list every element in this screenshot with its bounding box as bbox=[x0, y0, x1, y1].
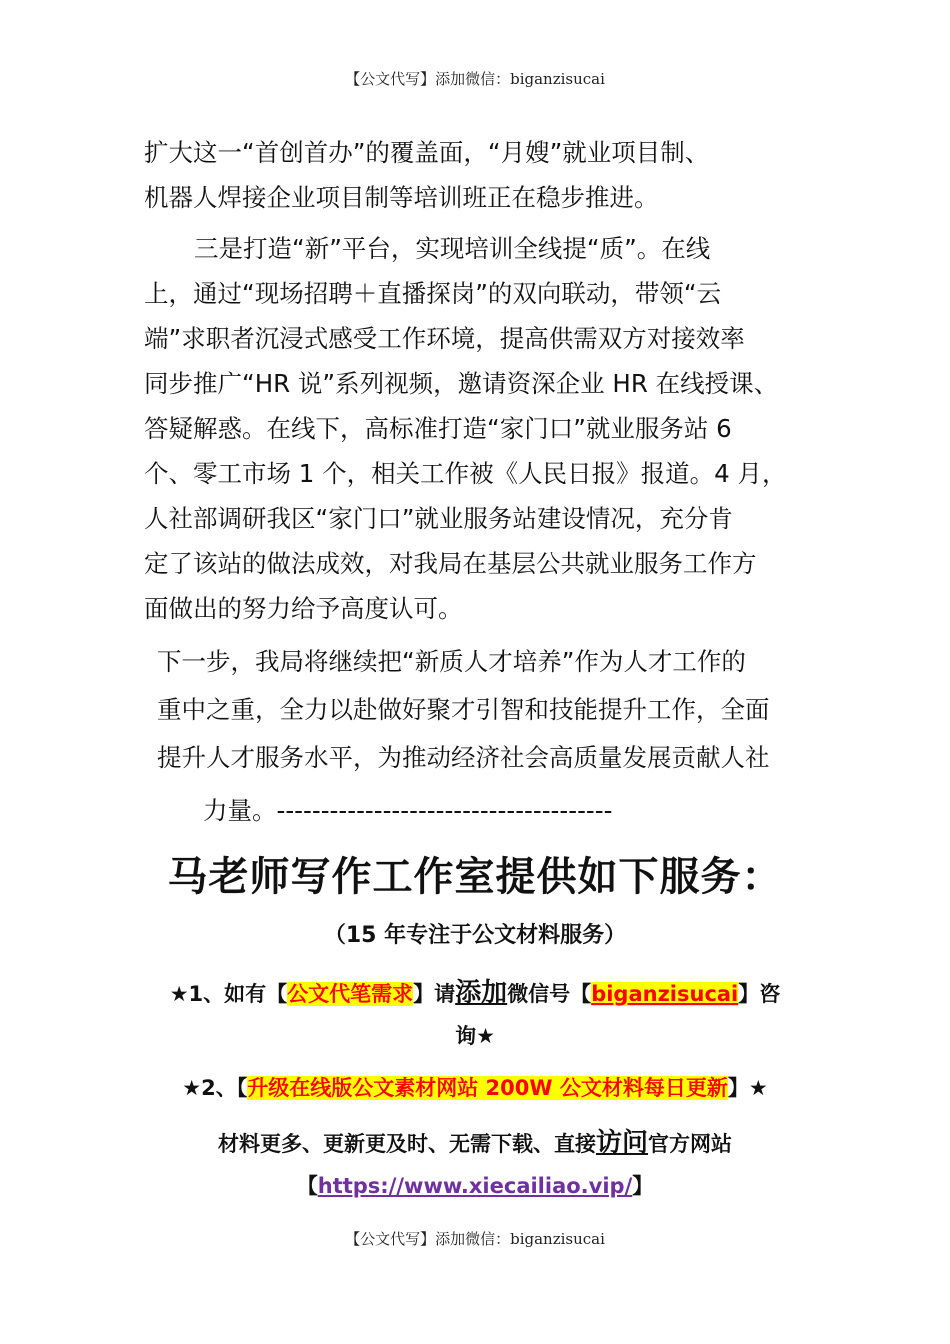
closing-line: 力量。-------------------------------------- bbox=[203, 796, 613, 825]
text-line: 答疑解惑。在线下，高标准打造“家门口”就业服务站 6 bbox=[144, 414, 732, 443]
service-text: 】★ bbox=[727, 1076, 768, 1100]
text-line: 提升人才服务水平，为推动经济社会高质量发展贡献人社 bbox=[157, 743, 770, 772]
service-text: 微信号【 bbox=[507, 982, 592, 1006]
service-text: ★1、如有【 bbox=[169, 982, 288, 1006]
service-text: 】咨 bbox=[738, 982, 781, 1006]
service-text: 材料更多、更新更及时、无需下载、直接 bbox=[217, 1132, 596, 1156]
wechat-id-link[interactable]: biganzisucai bbox=[591, 982, 739, 1006]
service-text: ★2、【 bbox=[182, 1076, 248, 1100]
emphasis-text: 访问 bbox=[595, 1128, 648, 1158]
text-line: 端”求职者沉浸式感受工作环境，提高供需双方对接效率 bbox=[144, 324, 745, 353]
service-item-2 bbox=[0, 1072, 950, 1102]
website-line bbox=[0, 1170, 950, 1200]
service-text: 】请 bbox=[413, 982, 456, 1006]
paragraph-next-step bbox=[157, 638, 837, 782]
paragraph-continuation bbox=[144, 130, 824, 220]
text-line: 下一步，我局将继续把“新质人才培养”作为人才工作的 bbox=[157, 647, 746, 676]
bracket-close: 】 bbox=[632, 1174, 654, 1198]
highlight-text: 公文代笔需求 bbox=[287, 982, 414, 1006]
emphasis-text: 添加 bbox=[455, 978, 508, 1008]
service-item-3 bbox=[0, 1122, 950, 1159]
text-line: 扩大这一“首创首办”的覆盖面，“月嫂”就业项目制、 bbox=[144, 138, 710, 167]
text-line: 机器人焊接企业项目制等培训班正在稳步推进。 bbox=[144, 183, 659, 212]
text-line: 人社部调研我区“家门口”就业服务站建设情况，充分肯 bbox=[144, 504, 733, 533]
service-item-1 bbox=[0, 972, 950, 1009]
bracket-open: 【 bbox=[296, 1174, 318, 1198]
text-line: 上，通过“现场招聘＋直播探岗”的双向联动，带领“云 bbox=[144, 279, 722, 308]
ad-title: 马老师写作工作室提供如下服务： bbox=[167, 854, 783, 900]
text-line: 同步推广“HR 说”系列视频，邀请资深企业 HR 在线授课、 bbox=[144, 369, 779, 398]
paragraph-platform bbox=[144, 226, 824, 631]
service-item-1-cont: 询★ bbox=[455, 1024, 495, 1048]
text-line: 面做出的努力给予高度认可。 bbox=[144, 594, 463, 623]
page-footer: 【公文代写】添加微信：biganzisucai bbox=[345, 1230, 605, 1248]
highlight-text: 升级在线版公文素材网站 200W 公文材料每日更新 bbox=[247, 1076, 728, 1100]
text-line: 三是打造“新”平台，实现培训全线提“质”。在线 bbox=[194, 234, 711, 263]
website-link[interactable]: https://www.xiecailiao.vip/ bbox=[317, 1174, 633, 1198]
page-header: 【公文代写】添加微信：biganzisucai bbox=[345, 70, 605, 88]
text-line: 定了该站的做法成效，对我局在基层公共就业服务工作方 bbox=[144, 549, 757, 578]
ad-subtitle: （15 年专注于公文材料服务） bbox=[323, 923, 627, 948]
text-line: 个、零工市场 1 个，相关工作被《人民日报》报道。4 月， bbox=[144, 459, 787, 488]
service-text: 官方网站 bbox=[648, 1132, 732, 1156]
text-line: 重中之重，全力以赴做好聚才引智和技能提升工作，全面 bbox=[157, 695, 770, 724]
